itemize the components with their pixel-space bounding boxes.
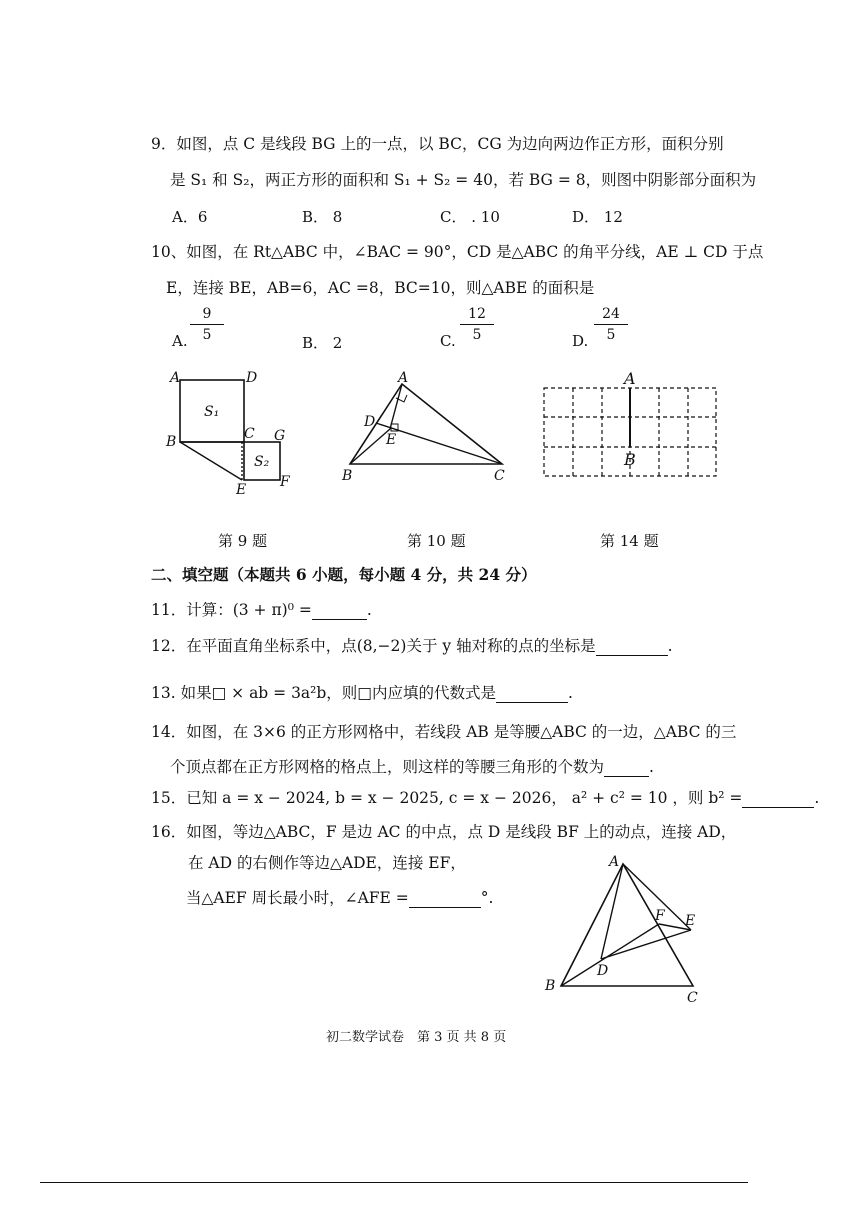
q14-line2-text: 个顶点都在正方形网格的格点上，则这样的等腰三角形的个数为 (170, 758, 605, 776)
q16-line1: 16．如图，等边△ABC，F 是边 AC 的中点，点 D 是线段 BF 上的动点，连接 AD， (151, 823, 737, 841)
fig16-label-e: E (685, 913, 696, 929)
q9-line1: 9．如图，点 C 是线段 BG 上的一点，以 BC，CG 为边向两边作正方形，面积分别 (151, 135, 724, 153)
q10-option-a-label: A. (172, 332, 188, 350)
triangle-abc (561, 864, 696, 986)
q16-line3 (186, 888, 493, 908)
q10-line1: 10、如图，在 Rt△ABC 中，∠BAC = 90°，CD 是△ABC 的角平分线，AE ⊥ CD 于点 (151, 243, 764, 261)
q9-option-b: B． 8 (302, 208, 343, 226)
q10-option-c-fraction (460, 306, 494, 343)
section-heading: 二、填空题（本题共 6 小题，每小题 4 分，共 24 分） (151, 565, 537, 584)
q11-answer-blank (312, 603, 367, 620)
fig10-label-e: E (386, 432, 397, 448)
q12-text: 12．在平面直角坐标系中，点(8,−2)关于 y 轴对称的点的坐标是 (151, 637, 596, 655)
q10-option-d-fraction (594, 306, 628, 343)
q16-end: °. (480, 889, 494, 907)
q11 (151, 600, 372, 620)
page-footer: 初二数学试卷 第 3 页 共 8 页 (326, 1030, 507, 1045)
fig9-label-f: F (280, 474, 290, 490)
q10-option-d-denominator: 5 (606, 327, 616, 343)
caption-q9: 第 9 题 (218, 532, 268, 550)
fig16-label-d: D (597, 963, 609, 979)
q12-answer-blank (596, 639, 668, 656)
segment-ad (601, 864, 623, 959)
q10-option-d-label: D. (572, 332, 589, 350)
fig9-label-e: E (236, 482, 247, 498)
q12 (151, 636, 673, 656)
q11-end: . (366, 601, 372, 619)
q12-end: . (667, 637, 673, 655)
segment-bf (561, 924, 659, 986)
fig16-label-b: B (545, 978, 556, 994)
fig10-label-a: A (398, 370, 409, 386)
fig10-label-c: C (494, 468, 505, 484)
q13-text: 13. 如果□ × ab = 3a²b，则□内应填的代数式是 (151, 684, 496, 702)
q9-line2: 是 S₁ 和 S₂，两正方形的面积和 S₁ + S₂ = 40，若 BG = 8，则图中阴影部分面积为 (170, 171, 757, 189)
q10-option-b: B． 2 (302, 334, 343, 352)
segment-be (180, 442, 242, 480)
q16-answer-blank (409, 891, 481, 908)
fig16-label-f: F (655, 908, 665, 924)
q13 (151, 683, 573, 703)
figure-q14-grid (538, 370, 723, 485)
fig14-label-b: B (624, 450, 636, 469)
q9-option-c: C． . 10 (440, 208, 500, 226)
bottom-rule (40, 1182, 748, 1183)
fig16-label-a: A (609, 854, 620, 870)
q10-option-a-fraction (190, 306, 224, 343)
q16-line3-text: 当△AEF 周长最小时，∠AFE = (186, 889, 409, 907)
q13-end: . (567, 684, 573, 702)
caption-q10: 第 10 题 (407, 532, 466, 550)
fig9-label-a: A (170, 370, 181, 386)
figure-q16 (535, 850, 720, 1010)
fig9-label-s2: S₂ (254, 454, 270, 470)
q15-text: 15．已知 a = x − 2024, b = x − 2025, c = x − 2026， a² + c² = 10 ，则 b² = (151, 789, 743, 807)
q14-answer-blank (604, 760, 649, 777)
q16-line2: 在 AD 的右侧作等边△ADE，连接 EF， (188, 854, 466, 872)
q10-option-a-denominator: 5 (202, 327, 212, 343)
fig10-label-b: B (342, 468, 353, 484)
segment-ae (390, 384, 402, 429)
q15-answer-blank (742, 791, 814, 808)
q14-line1: 14．如图，在 3×6 的正方形网格中，若线段 AB 是等腰△ABC 的一边，△ABC 的三 (151, 723, 737, 741)
fig9-label-c: C (244, 426, 255, 442)
fig9-label-s1: S₁ (204, 404, 220, 420)
segment-de (601, 930, 691, 959)
fig9-label-b: B (166, 434, 177, 450)
fig9-label-d: D (246, 370, 258, 386)
figure-q10 (330, 368, 520, 493)
q10-option-c-label: C. (440, 332, 456, 350)
q15 (151, 788, 819, 808)
q10-option-a-numerator: 9 (202, 306, 212, 322)
figure-q9 (150, 362, 310, 502)
q10-line2: E，连接 BE，AB=6，AC =8，BC=10，则△ABE 的面积是 (166, 279, 595, 297)
q14-end: . (649, 758, 654, 776)
q10-option-d-numerator: 24 (602, 306, 620, 322)
fig16-label-c: C (687, 990, 698, 1006)
q9-option-d: D． 12 (572, 208, 623, 226)
fig14-label-a: A (624, 370, 636, 388)
q15-end: . (814, 789, 820, 807)
fig9-label-g: G (274, 428, 286, 444)
q11-text: 11．计算：(3 + π)⁰ = (151, 601, 312, 619)
caption-q14: 第 14 题 (600, 532, 659, 550)
fig10-label-d: D (364, 414, 376, 430)
q10-option-c-numerator: 12 (468, 306, 486, 322)
q13-answer-blank (496, 686, 568, 703)
q14-line2 (170, 757, 654, 777)
q9-option-a: A．6 (172, 208, 208, 226)
q10-option-c-denominator: 5 (472, 327, 482, 343)
